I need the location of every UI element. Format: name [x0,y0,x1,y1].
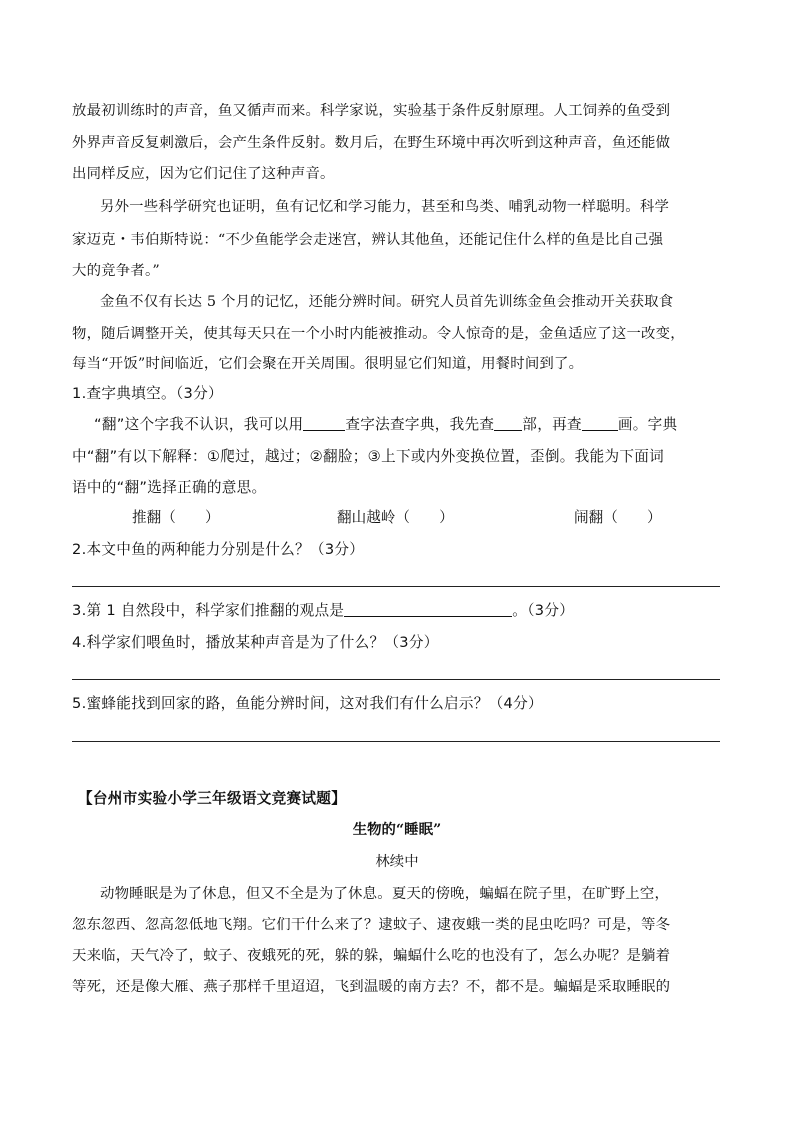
question-1-line-2: 中“翻”有以下解释：①爬过，越过；②翻脸；③上下或内外变换位置，歪倒。我能为下面词 [72,448,665,465]
option-fanshanyueling[interactable]: 翻山越岭（ ） [337,509,454,526]
passage-line: 等死，还是像大雁、燕子那样千里迢迢，飞到温暖的南方去？不，都不是。蝙蝠是采取睡眠的 [72,979,671,995]
passage-line: 另外一些科学研究也证明，鱼有记忆和学习能力，甚至和鸟类、哺乳动物一样聪明。科学 [100,199,670,215]
q1-text-b: 查字法查字典，我先查 [345,416,495,433]
question-4-title: 4.科学家们喂鱼时，播放某种声音是为了什么？（3分） [72,634,439,651]
q3-text-after: 。（3分） [512,602,575,619]
answer-line-q4[interactable] [72,679,720,680]
passage-line: 天来临，天气冷了，蚊子、夜蛾死的死，躲的躲，蝙蝠什么吃的也没有了，怎么办呢？是躺着 [72,948,671,964]
section-heading: 【台州市实验小学三年级语文竞赛试题】 [78,790,347,807]
passage-line: 外界声音反复刺激后，会产生条件反射。数月后，在野生环境中再次听到这种声音，鱼还能做 [72,135,671,151]
question-1-line-1 [94,415,744,435]
passage-author: 林续中 [375,854,419,870]
passage-line: 每当“开饭”时间临近，它们会聚在开关周围。很明显它们知道，用餐时间到了。 [72,356,584,372]
question-5-title: 5.蜜蜂能找到回家的路，鱼能分辨时间，这对我们有什么启示？（4分） [72,695,543,712]
option-tuifan[interactable]: 推翻（ ） [132,509,220,526]
passage-title: 生物的“睡眠” [352,821,442,838]
passage-line: 物，随后调整开关，使其每天只在一个小时内能被推动。令人惊奇的是，金鱼适应了这一改变， [72,326,685,342]
passage-line: 金鱼不仅有长达 5 个月的记忆，还能分辨时间。研究人员首先训练金鱼会推动开关获取食 [100,294,674,310]
question-2-title: 2.本文中鱼的两种能力分别是什么？（3分） [72,541,365,558]
question-1-line-3: 语中的“翻”选择正确的意思。 [72,479,267,496]
passage-line: 放最初训练时的声音，鱼又循声而来。科学家说，实验基于条件反射原理。人工饲养的鱼受到 [72,103,671,119]
q1-text-d: 画。字典 [617,416,678,433]
question-1-title: 1.查字典填空。（3分） [72,385,223,402]
passage-line: 出同样反应，因为它们记住了这种声音。 [72,166,335,182]
option-naofan[interactable]: 闹翻（ ） [574,509,662,526]
question-3 [72,601,722,621]
passage-line: 大的竞争者。” [72,263,160,279]
passage-line: 家迈克・韦伯斯特说：“不少鱼能学会走迷宫，辨认其他鱼，还能记住什么样的鱼是比自己强 [72,232,664,248]
q3-text-before: 3.第 1 自然段中，科学家们推翻的观点是 [72,602,345,619]
answer-line-q5[interactable] [72,741,720,742]
q3-answer-blank[interactable] [344,602,512,617]
passage-line: 动物睡眠是为了休息，但又不全是为了休息。夏天的傍晚，蝙蝠在院子里，在旷野上空， [100,886,670,902]
passage-line: 忽东忽西、忽高忽低地飞翔。它们干什么来了？逮蚊子、逮夜蛾一类的昆虫吃吗？可是，等冬 [72,917,671,933]
lookup-method-blank[interactable] [303,416,345,431]
q1-text-a: “翻”这个字我不认识，我可以用 [94,416,304,433]
stroke-count-blank[interactable] [582,416,618,431]
radical-blank[interactable] [494,416,522,431]
q1-text-c: 部，再查 [522,416,582,433]
answer-line-q2[interactable] [72,586,720,587]
